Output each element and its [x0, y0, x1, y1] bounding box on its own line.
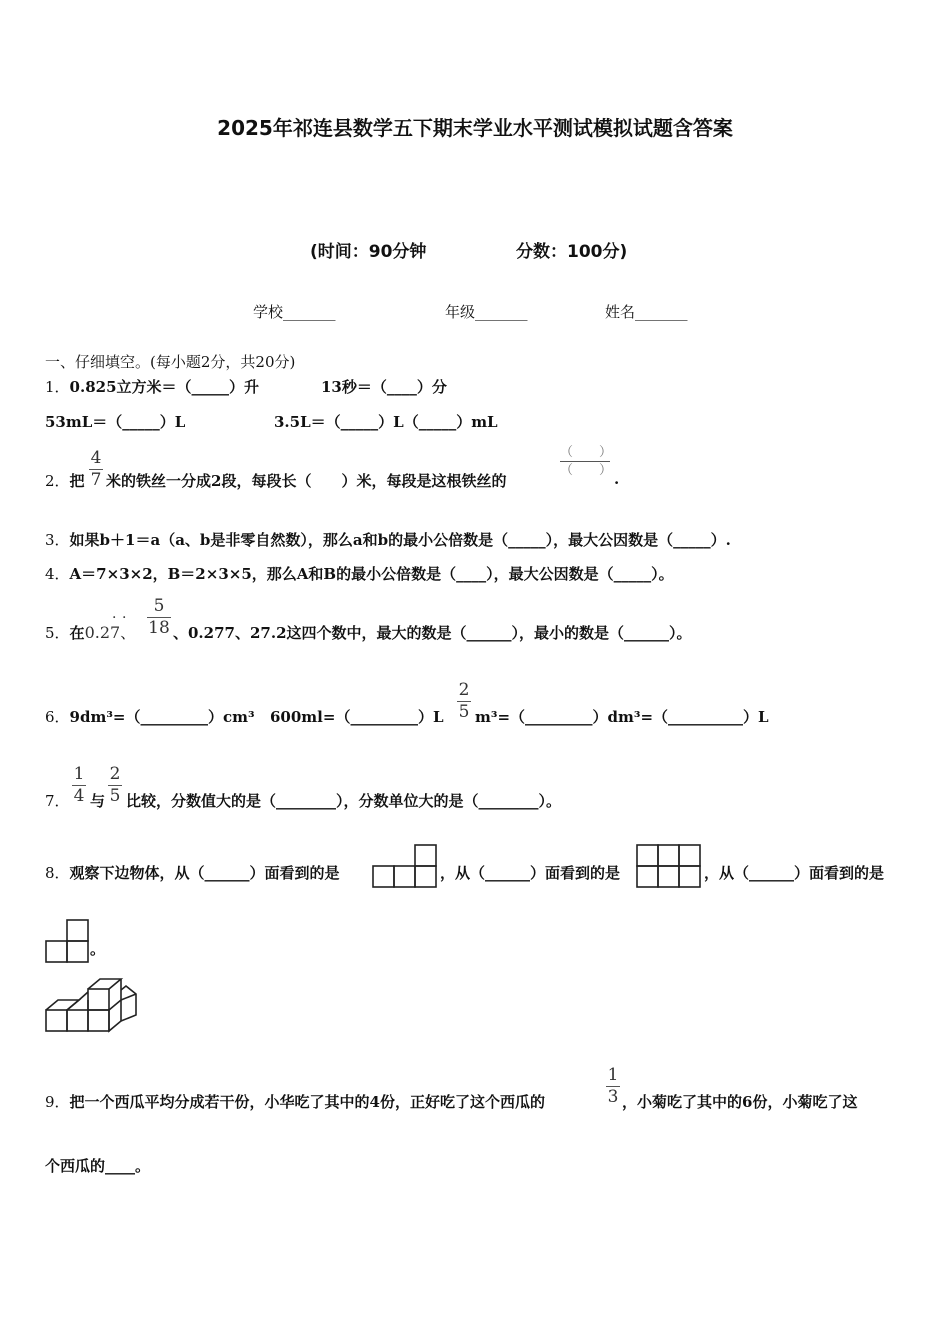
square [637, 845, 658, 866]
q8-part-a: 观察下边物体，从（______）面看到的是 [69, 864, 340, 882]
square [373, 866, 394, 887]
fraction-blank-top: （ ） [560, 445, 613, 460]
q9-part-b: ，小菊吃了其中的6份，小菊吃了这 [622, 1093, 858, 1111]
question-4 [45, 563, 674, 584]
cube-face [67, 1010, 88, 1031]
repeating-decimal: 0.27 [84, 623, 121, 642]
fraction-numerator: 1 [73, 764, 85, 784]
fraction-numerator: 2 [109, 764, 121, 784]
answer-fraction-blank[interactable] [560, 445, 613, 478]
fraction-denominator: 5 [109, 786, 121, 806]
square [679, 845, 700, 866]
square [415, 866, 436, 887]
school-field[interactable]: 学校_______ [253, 303, 336, 321]
q6-part-b: 600ml=（_________）L [270, 708, 444, 726]
question-number: 3． [45, 531, 70, 549]
cube-top [121, 986, 136, 1021]
fraction-2-5 [457, 682, 471, 721]
square [46, 941, 67, 962]
q2-prefix: 把 [69, 472, 85, 490]
exam-score: 分数：100分) [516, 242, 628, 262]
cube-top [79, 992, 88, 1000]
q9-part-c: 个西瓜的____。 [45, 1157, 151, 1175]
q7-text: 比较，分数值大的是（________），分数单位大的是（________）。 [126, 792, 562, 810]
q9-part-a: 把一个西瓜平均分成若干份，小华吃了其中的4份，正好吃了这个西瓜的 [69, 1093, 545, 1111]
square [394, 866, 415, 887]
square [658, 866, 679, 887]
fraction-denominator: 3 [607, 1087, 619, 1107]
q8-part-b: ，从（______）面看到的是 [440, 864, 621, 882]
q5-prefix: 在 [69, 624, 85, 642]
name-field[interactable]: 姓名_______ [605, 303, 688, 321]
q1-part-b: 13秒＝（____）分 [321, 378, 447, 396]
q8-end: 。 [90, 940, 106, 958]
exam-time: (时间：90分钟 [310, 242, 427, 262]
fraction-numerator: 1 [607, 1065, 619, 1085]
fraction-bar [560, 461, 610, 462]
question-number: 9． [45, 1093, 70, 1111]
page-title: 2025年祁连县数学五下期末学业水平测试模拟试题含答案 [217, 116, 733, 140]
question-number: 6． [45, 708, 70, 726]
q4-text: A＝7×3×2，B＝2×3×5，那么A和B的最小公倍数是（____），最大公因数是（_____）。 [69, 565, 674, 583]
repeating-dot: · [122, 610, 127, 626]
fraction-numerator: 5 [153, 596, 165, 616]
cube-face [88, 1010, 109, 1031]
question-7 [45, 790, 70, 811]
question-2 [45, 470, 85, 491]
cube-edge [121, 994, 136, 1000]
cube-stack-figure [44, 978, 140, 1034]
q2-end: . [614, 470, 620, 488]
cube-face [46, 1010, 67, 1031]
view-figure-2 [637, 845, 701, 887]
question-1 [45, 376, 259, 397]
fraction-1-4 [72, 766, 86, 805]
question-number: 5． [45, 624, 70, 642]
fraction-blank-bottom: （ ） [560, 463, 613, 478]
question-3 [45, 529, 731, 550]
q3-text: 如果b＋1＝a（a、b是非零自然数），那么a和b的最小公倍数是（_____），最大公因数是（_____）. [69, 531, 731, 549]
square [658, 845, 679, 866]
q2-text: 米的铁丝一分成2段，每段长（ ）米，每段是这根铁丝的 [106, 472, 507, 490]
fraction-denominator: 4 [73, 786, 85, 806]
fraction-4-7 [89, 450, 103, 489]
square [637, 866, 658, 887]
square [415, 845, 436, 866]
repeating-dot: · [112, 610, 117, 626]
fraction-2-5 [108, 766, 122, 805]
fraction-1-3 [606, 1067, 620, 1106]
view-figure-3 [46, 920, 89, 962]
q6-part-c: m³=（_________）dm³=（__________）L [475, 708, 769, 726]
question-8 [45, 862, 340, 883]
fraction-numerator: 4 [90, 448, 102, 468]
fraction-denominator: 18 [148, 618, 170, 638]
cube-edge [67, 1000, 88, 1010]
q1-part-d: 3.5L＝（_____）L（_____）mL [274, 413, 498, 431]
q6-part-a: 9dm³=（_________）cm³ [69, 708, 255, 726]
question-number: 7． [45, 792, 70, 810]
cube-top [88, 979, 121, 989]
question-number: 4． [45, 565, 70, 583]
fraction-numerator: 2 [458, 680, 470, 700]
section-heading: 一、仔细填空。(每小题2分，共20分) [45, 353, 296, 371]
question-6 [45, 706, 255, 727]
question-number: 1． [45, 378, 70, 396]
view-figure-1 [373, 845, 437, 887]
q5-separator: 、 [120, 624, 136, 642]
q1-part-c: 53mL＝（_____）L [45, 413, 186, 431]
q7-and: 与 [90, 792, 106, 810]
grade-field[interactable]: 年级_______ [445, 303, 528, 321]
question-9 [45, 1091, 545, 1112]
q8-part-c: ，从（______）面看到的是 [704, 864, 885, 882]
q5-text: 、0.277、27.2这四个数中，最大的数是（______），最小的数是（______）。 [173, 624, 692, 642]
square [67, 941, 88, 962]
fraction-denominator: 7 [90, 470, 102, 490]
square [679, 866, 700, 887]
fraction-denominator: 5 [458, 702, 470, 722]
q1-part-a: 0.825立方米＝（_____）升 [69, 378, 260, 396]
question-number: 2． [45, 472, 70, 490]
cube-face [88, 989, 109, 1010]
square [67, 920, 88, 941]
fraction-5-18 [147, 598, 171, 637]
question-number: 8． [45, 864, 70, 882]
